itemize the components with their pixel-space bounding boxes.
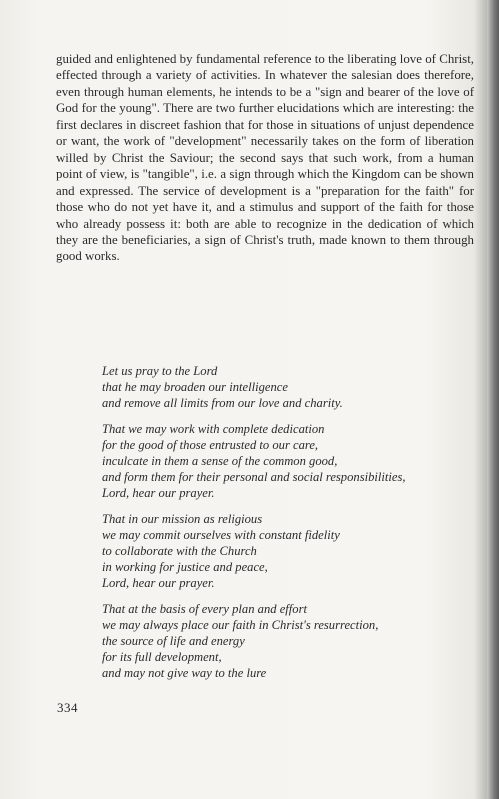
prayer-line: to collaborate with the Church (102, 544, 257, 559)
prayer-line: we may commit ourselves with constant fidelity (102, 527, 340, 542)
prayer-line: Let us pray to the Lord (102, 364, 218, 378)
prayer-line: That at the basis of every plan and effort (102, 601, 307, 616)
prayer-line: Lord, hear our prayer. (102, 576, 215, 591)
body-paragraph: guided and enlightened by fundamental reference to the liberating love of Christ, effected through a variety of activities. In whatever the salesian does therefore, even through human elements, he intends to be a "sign and bearer of the love of God for the young". There are two further elucidations which are interesting: the first declares in discreet fashion that for those in situations of unjust dependence or want, the work of "development" necessarily takes on the form of liberation willed by Christ the Saviour; the second says that such work, from a human point of view, is "tangible", i.e. a sign through which the Kingdom can be shown and expressed. The service of development is a "preparation for the faith" for those who do not yet have it, and a stimulus and support of the faith for those who already possess it: both are able to recognize in the dedication of which they are the beneficiaries, a sign of Christ's truth, made known to them through good works. (56, 52, 474, 264)
prayer-block (102, 363, 482, 691)
prayer-stanza (102, 421, 482, 502)
prayer-line: the source of life and energy (102, 634, 245, 649)
prayer-line: for its full development, (102, 650, 222, 665)
prayer-line: That in our mission as religious (102, 511, 263, 526)
prayer-line: That we may work with complete dedication (102, 421, 325, 436)
prayer-line: Lord, hear our prayer. (102, 486, 215, 501)
prayer-stanza (102, 363, 482, 412)
prayer-line: and form them for their personal and social responsibilities, (102, 470, 406, 485)
body-text (56, 51, 474, 265)
prayer-stanza (102, 601, 482, 682)
prayer-line: in working for justice and peace, (102, 560, 268, 575)
prayer-line: we may always place our faith in Christ's resurrection, (102, 617, 379, 632)
prayer-line: and remove all limits from our love and charity. (102, 396, 343, 411)
prayer-line: inculcate in them a sense of the common good, (102, 454, 338, 469)
page-edge-shadow (487, 0, 499, 799)
prayer-stanza (102, 511, 482, 592)
page-number: 334 (57, 700, 78, 715)
prayer-line: and may not give way to the lure (102, 666, 267, 681)
prayer-line: that he may broaden our intelligence (102, 380, 288, 395)
prayer-line: for the good of those entrusted to our care, (102, 437, 319, 452)
